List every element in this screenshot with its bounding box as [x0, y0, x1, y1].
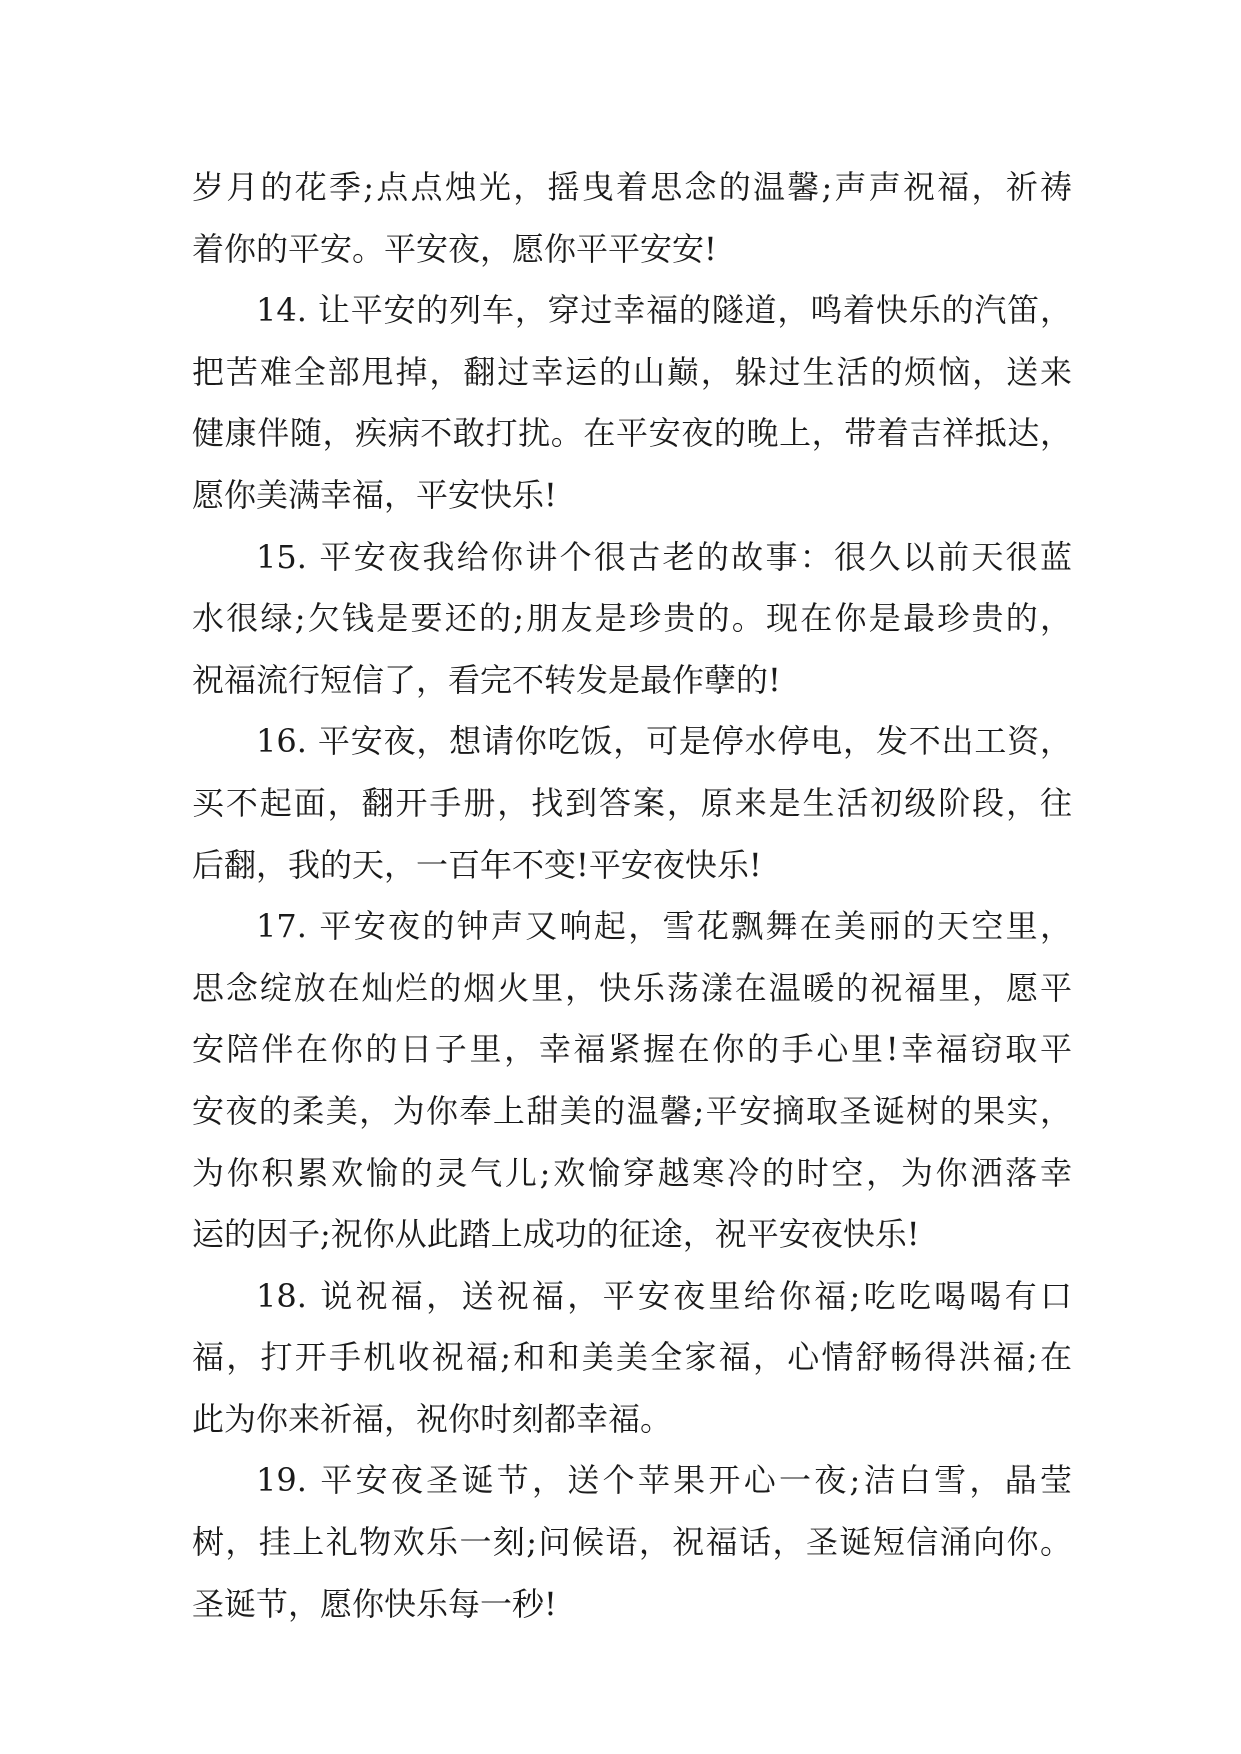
paragraph-16-start: 16. 平安夜，想请你吃饭，可是停水停电，发不出工资，	[256, 722, 1072, 761]
text-line: 健康伴随，疾病不敢打扰。在平安夜的晚上，带着吉祥抵达，	[192, 414, 1072, 453]
text-line: 运的因子;祝你从此踏上成功的征途，祝平安夜快乐!	[192, 1215, 920, 1254]
text-line: 圣诞节，愿你快乐每一秒!	[192, 1584, 557, 1623]
text-line: 后翻，我的天，一百年不变!平安夜快乐!	[192, 845, 762, 884]
text-line: 水很绿;欠钱是要还的;朋友是珍贵的。现在你是最珍贵的，	[192, 599, 1072, 638]
text-line: 祝福流行短信了，看完不转发是最作孽的!	[192, 660, 781, 699]
text-line: 把苦难全部甩掉，翻过幸运的山巅，躲过生活的烦恼，送来	[192, 352, 1072, 391]
text-line: 安夜的柔美，为你奉上甜美的温馨;平安摘取圣诞树的果实，	[192, 1091, 1072, 1130]
text-line: 岁月的花季;点点烛光，摇曳着思念的温馨;声声祝福，祈祷	[192, 168, 1072, 206]
text-line: 树，挂上礼物欢乐一刻;问候语，祝福话，圣诞短信涌向你。	[192, 1523, 1072, 1562]
paragraph-19-start: 19. 平安夜圣诞节，送个苹果开心一夜;洁白雪，晶莹	[256, 1461, 1072, 1500]
text-line: 福，打开手机收祝福;和和美美全家福，心情舒畅得洪福;在	[192, 1338, 1072, 1377]
text-line: 为你积累欢愉的灵气儿;欢愉穿越寒冷的时空，为你洒落幸	[192, 1153, 1072, 1192]
text-line: 此为你来祈福，祝你时刻都幸福。	[192, 1399, 673, 1438]
text-line: 着你的平安。平安夜，愿你平平安安!	[192, 229, 717, 268]
text-line: 思念绽放在灿烂的烟火里，快乐荡漾在温暖的祝福里，愿平	[192, 968, 1072, 1007]
paragraph-14-start: 14. 让平安的列车，穿过幸福的隧道，鸣着快乐的汽笛，	[256, 291, 1072, 330]
paragraph-18-start: 18. 说祝福，送祝福，平安夜里给你福;吃吃喝喝有口	[256, 1276, 1072, 1315]
text-line: 安陪伴在你的日子里，幸福紧握在你的手心里!幸福窃取平	[192, 1030, 1072, 1069]
paragraph-17-start: 17. 平安夜的钟声又响起，雪花飘舞在美丽的天空里，	[256, 907, 1072, 946]
text-line: 买不起面，翻开手册，找到答案，原来是生活初级阶段，往	[192, 783, 1072, 822]
text-line: 愿你美满幸福，平安快乐!	[192, 475, 557, 514]
document-body	[192, 157, 1072, 1635]
paragraph-15-start: 15. 平安夜我给你讲个很古老的故事：很久以前天很蓝	[256, 537, 1072, 576]
